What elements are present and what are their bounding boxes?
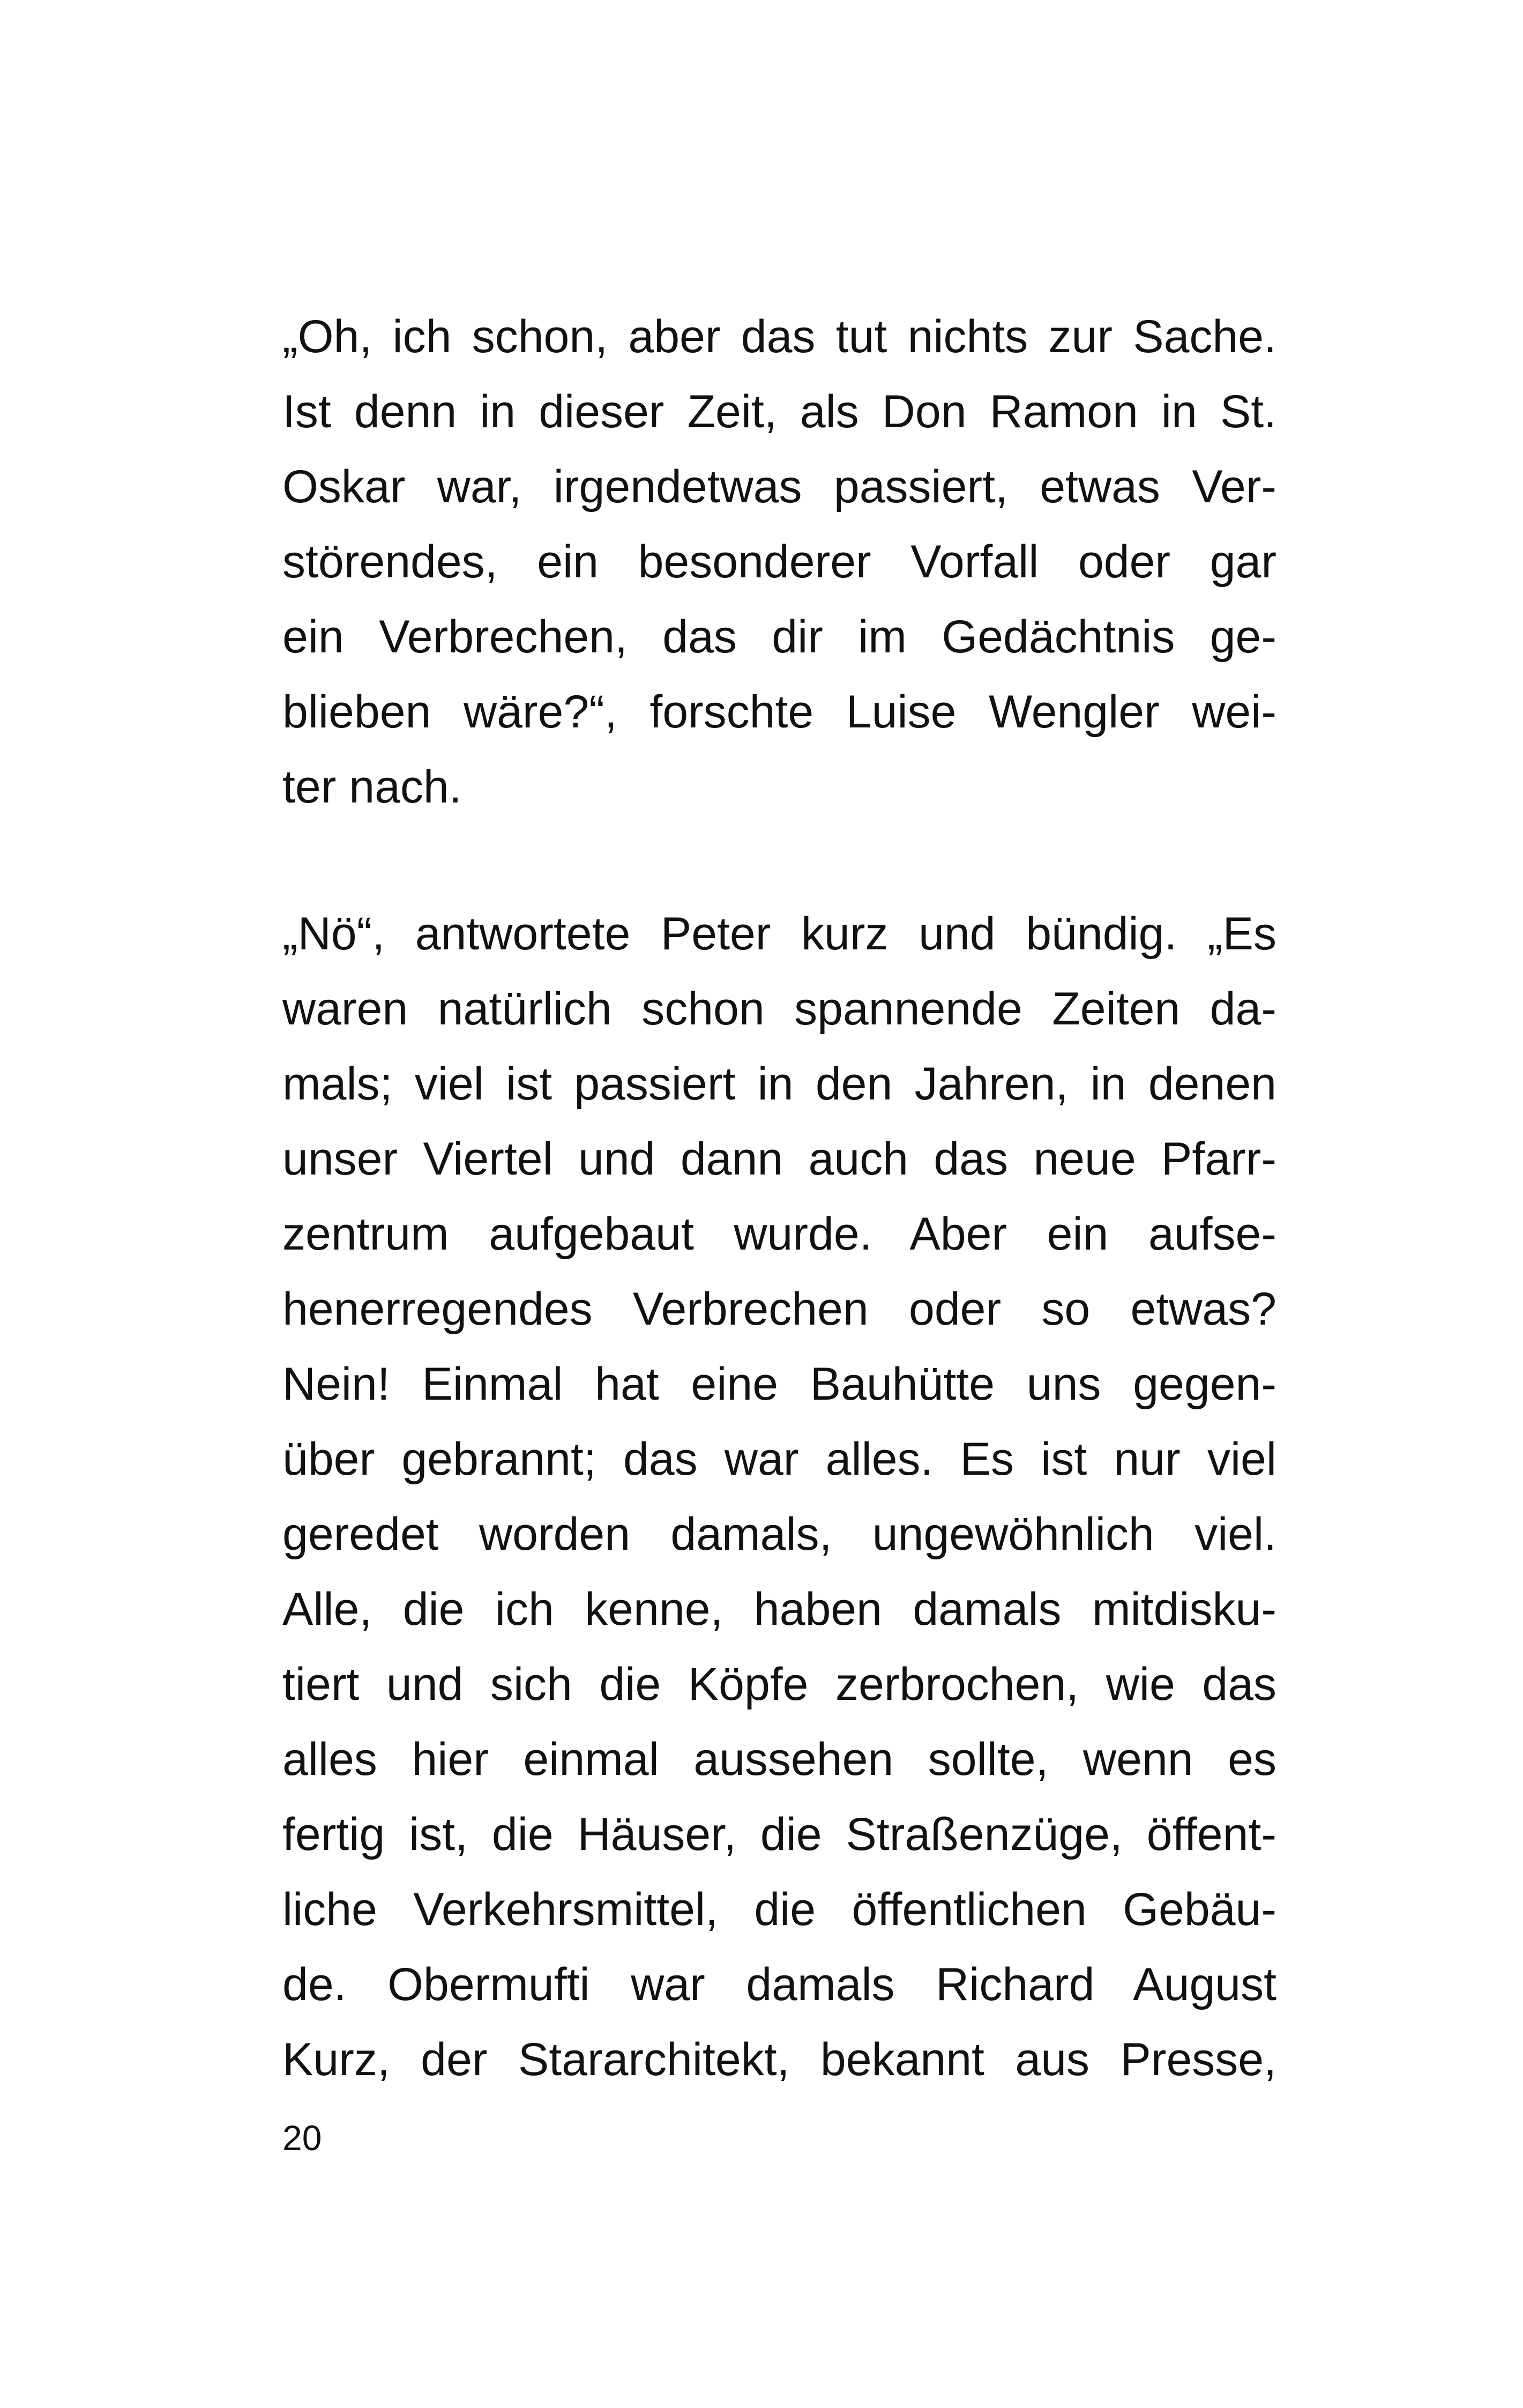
- text-line: Oskar war, irgendetwas passiert, etwas Ver-: [282, 461, 1276, 512]
- text-line: mals; viel ist passiert in den Jahren, in denen: [282, 1058, 1276, 1110]
- text-line: Nein! Einmal hat eine Bauhütte uns gegen-: [282, 1358, 1276, 1410]
- text-line: waren natürlich schon spannende Zeiten da-: [282, 983, 1276, 1035]
- text-line: störendes, ein besonderer Vorfall oder gar: [282, 536, 1276, 588]
- text-line: blieben wäre?“, forschte Luise Wengler wei-: [282, 686, 1276, 738]
- text-line: henerregendes Verbrechen oder so etwas?: [282, 1283, 1276, 1335]
- page-number: 20: [282, 2118, 322, 2158]
- text-line: „Oh, ich schon, aber das tut nichts zur Sache.: [282, 311, 1276, 362]
- text-line: geredet worden damals, ungewöhnlich viel.: [282, 1508, 1276, 1560]
- text-line: Alle, die ich kenne, haben damals mitdisku-: [282, 1584, 1276, 1635]
- text-line: Kurz, der Stararchitekt, bekannt aus Presse,: [282, 2034, 1276, 2085]
- text-line: alles hier einmal aussehen sollte, wenn es: [282, 1734, 1276, 1785]
- text-line: tiert und sich die Köpfe zerbrochen, wie das: [282, 1659, 1276, 1710]
- text-line: ter nach.: [282, 761, 462, 813]
- text-line: ein Verbrechen, das dir im Gedächtnis ge-: [282, 611, 1276, 663]
- text-line: Ist denn in dieser Zeit, als Don Ramon in St.: [282, 386, 1276, 437]
- paragraph-1: [282, 299, 1276, 824]
- text-line: „Nö“, antwortete Peter kurz und bündig. „Es: [282, 908, 1276, 960]
- text-line: unser Viertel und dann auch das neue Pfarr-: [282, 1133, 1276, 1185]
- paragraph-2: [282, 896, 1276, 2097]
- text-line: liche Verkehrsmittel, die öffentlichen Gebäu-: [282, 1884, 1276, 1935]
- text-line: über gebrannt; das war alles. Es ist nur viel: [282, 1433, 1276, 1485]
- text-line: zentrum aufgebaut wurde. Aber ein aufse-: [282, 1208, 1276, 1260]
- text-line: de. Obermufti war damals Richard August: [282, 1959, 1276, 2010]
- text-line: fertig ist, die Häuser, die Straßenzüge, öffent-: [282, 1809, 1276, 1860]
